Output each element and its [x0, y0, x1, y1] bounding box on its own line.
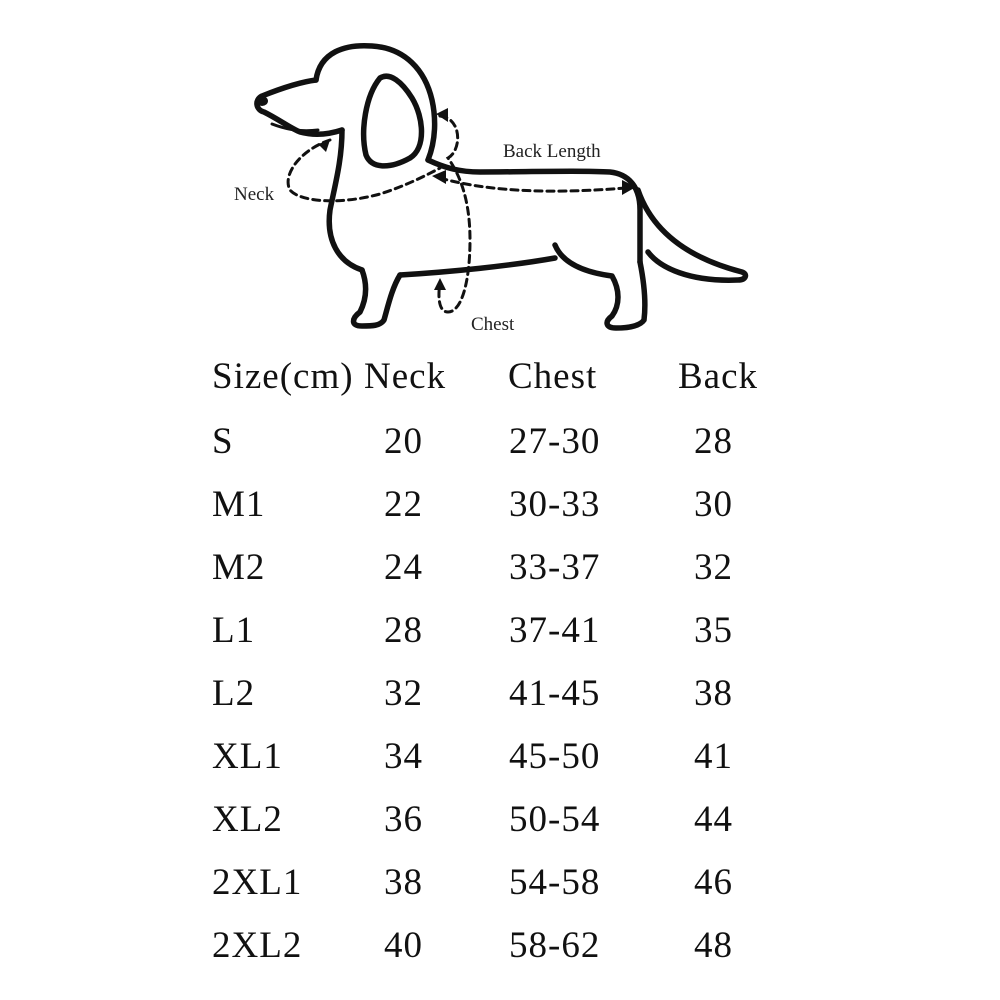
back-cell: 46 [694, 862, 733, 903]
table-row [212, 662, 812, 725]
size-cell: M2 [212, 547, 266, 588]
neck-cell: 20 [384, 421, 423, 462]
dog-measurement-diagram [0, 0, 1000, 345]
back-cell: 38 [694, 673, 733, 714]
neck-cell: 22 [384, 484, 423, 525]
size-cell: XL1 [212, 736, 283, 777]
neck-cell: 24 [384, 547, 423, 588]
chest-cell: 27-30 [509, 421, 601, 462]
chest-measure [434, 108, 470, 312]
size-cell: 2XL2 [212, 925, 303, 966]
header-neck: Neck [364, 356, 447, 397]
dachshund-outline [256, 46, 745, 328]
back-cell: 44 [694, 799, 733, 840]
arrow-head-icon [434, 278, 446, 290]
back-length-label: Back Length [503, 141, 601, 162]
back-cell: 30 [694, 484, 733, 525]
chest-cell: 58-62 [509, 925, 601, 966]
header-chest: Chest [508, 356, 598, 397]
size-table [212, 345, 812, 977]
table-row [212, 851, 812, 914]
arrow-head-icon [436, 108, 448, 122]
back-cell: 48 [694, 925, 733, 966]
neck-cell: 40 [384, 925, 423, 966]
table-header-row [212, 345, 812, 410]
table-row [212, 536, 812, 599]
chest-label: Chest [471, 314, 515, 335]
size-cell: S [212, 421, 234, 462]
neck-cell: 32 [384, 673, 423, 714]
table-row [212, 473, 812, 536]
back-cell: 35 [694, 610, 733, 651]
table-row [212, 410, 812, 473]
nose-icon [256, 96, 268, 106]
back-cell: 28 [694, 421, 733, 462]
neck-cell: 28 [384, 610, 423, 651]
size-cell: L2 [212, 673, 256, 714]
chest-cell: 50-54 [509, 799, 601, 840]
header-back: Back [678, 356, 759, 397]
neck-cell: 34 [384, 736, 423, 777]
chest-cell: 33-37 [509, 547, 601, 588]
ear-shape [364, 76, 422, 166]
size-cell: L1 [212, 610, 256, 651]
back-cell: 41 [694, 736, 733, 777]
neck-label: Neck [234, 184, 275, 205]
table-row [212, 914, 812, 977]
table-row [212, 599, 812, 662]
size-cell: XL2 [212, 799, 283, 840]
chest-cell: 54-58 [509, 862, 601, 903]
header-size: Size(cm) [212, 356, 354, 397]
chest-cell: 41-45 [509, 673, 601, 714]
size-cell: 2XL1 [212, 862, 303, 903]
chest-cell: 37-41 [509, 610, 601, 651]
table-row [212, 788, 812, 851]
table-row [212, 725, 812, 788]
size-cell: M1 [212, 484, 266, 525]
chest-cell: 30-33 [509, 484, 601, 525]
neck-cell: 38 [384, 862, 423, 903]
neck-cell: 36 [384, 799, 423, 840]
chest-cell: 45-50 [509, 736, 601, 777]
back-cell: 32 [694, 547, 733, 588]
